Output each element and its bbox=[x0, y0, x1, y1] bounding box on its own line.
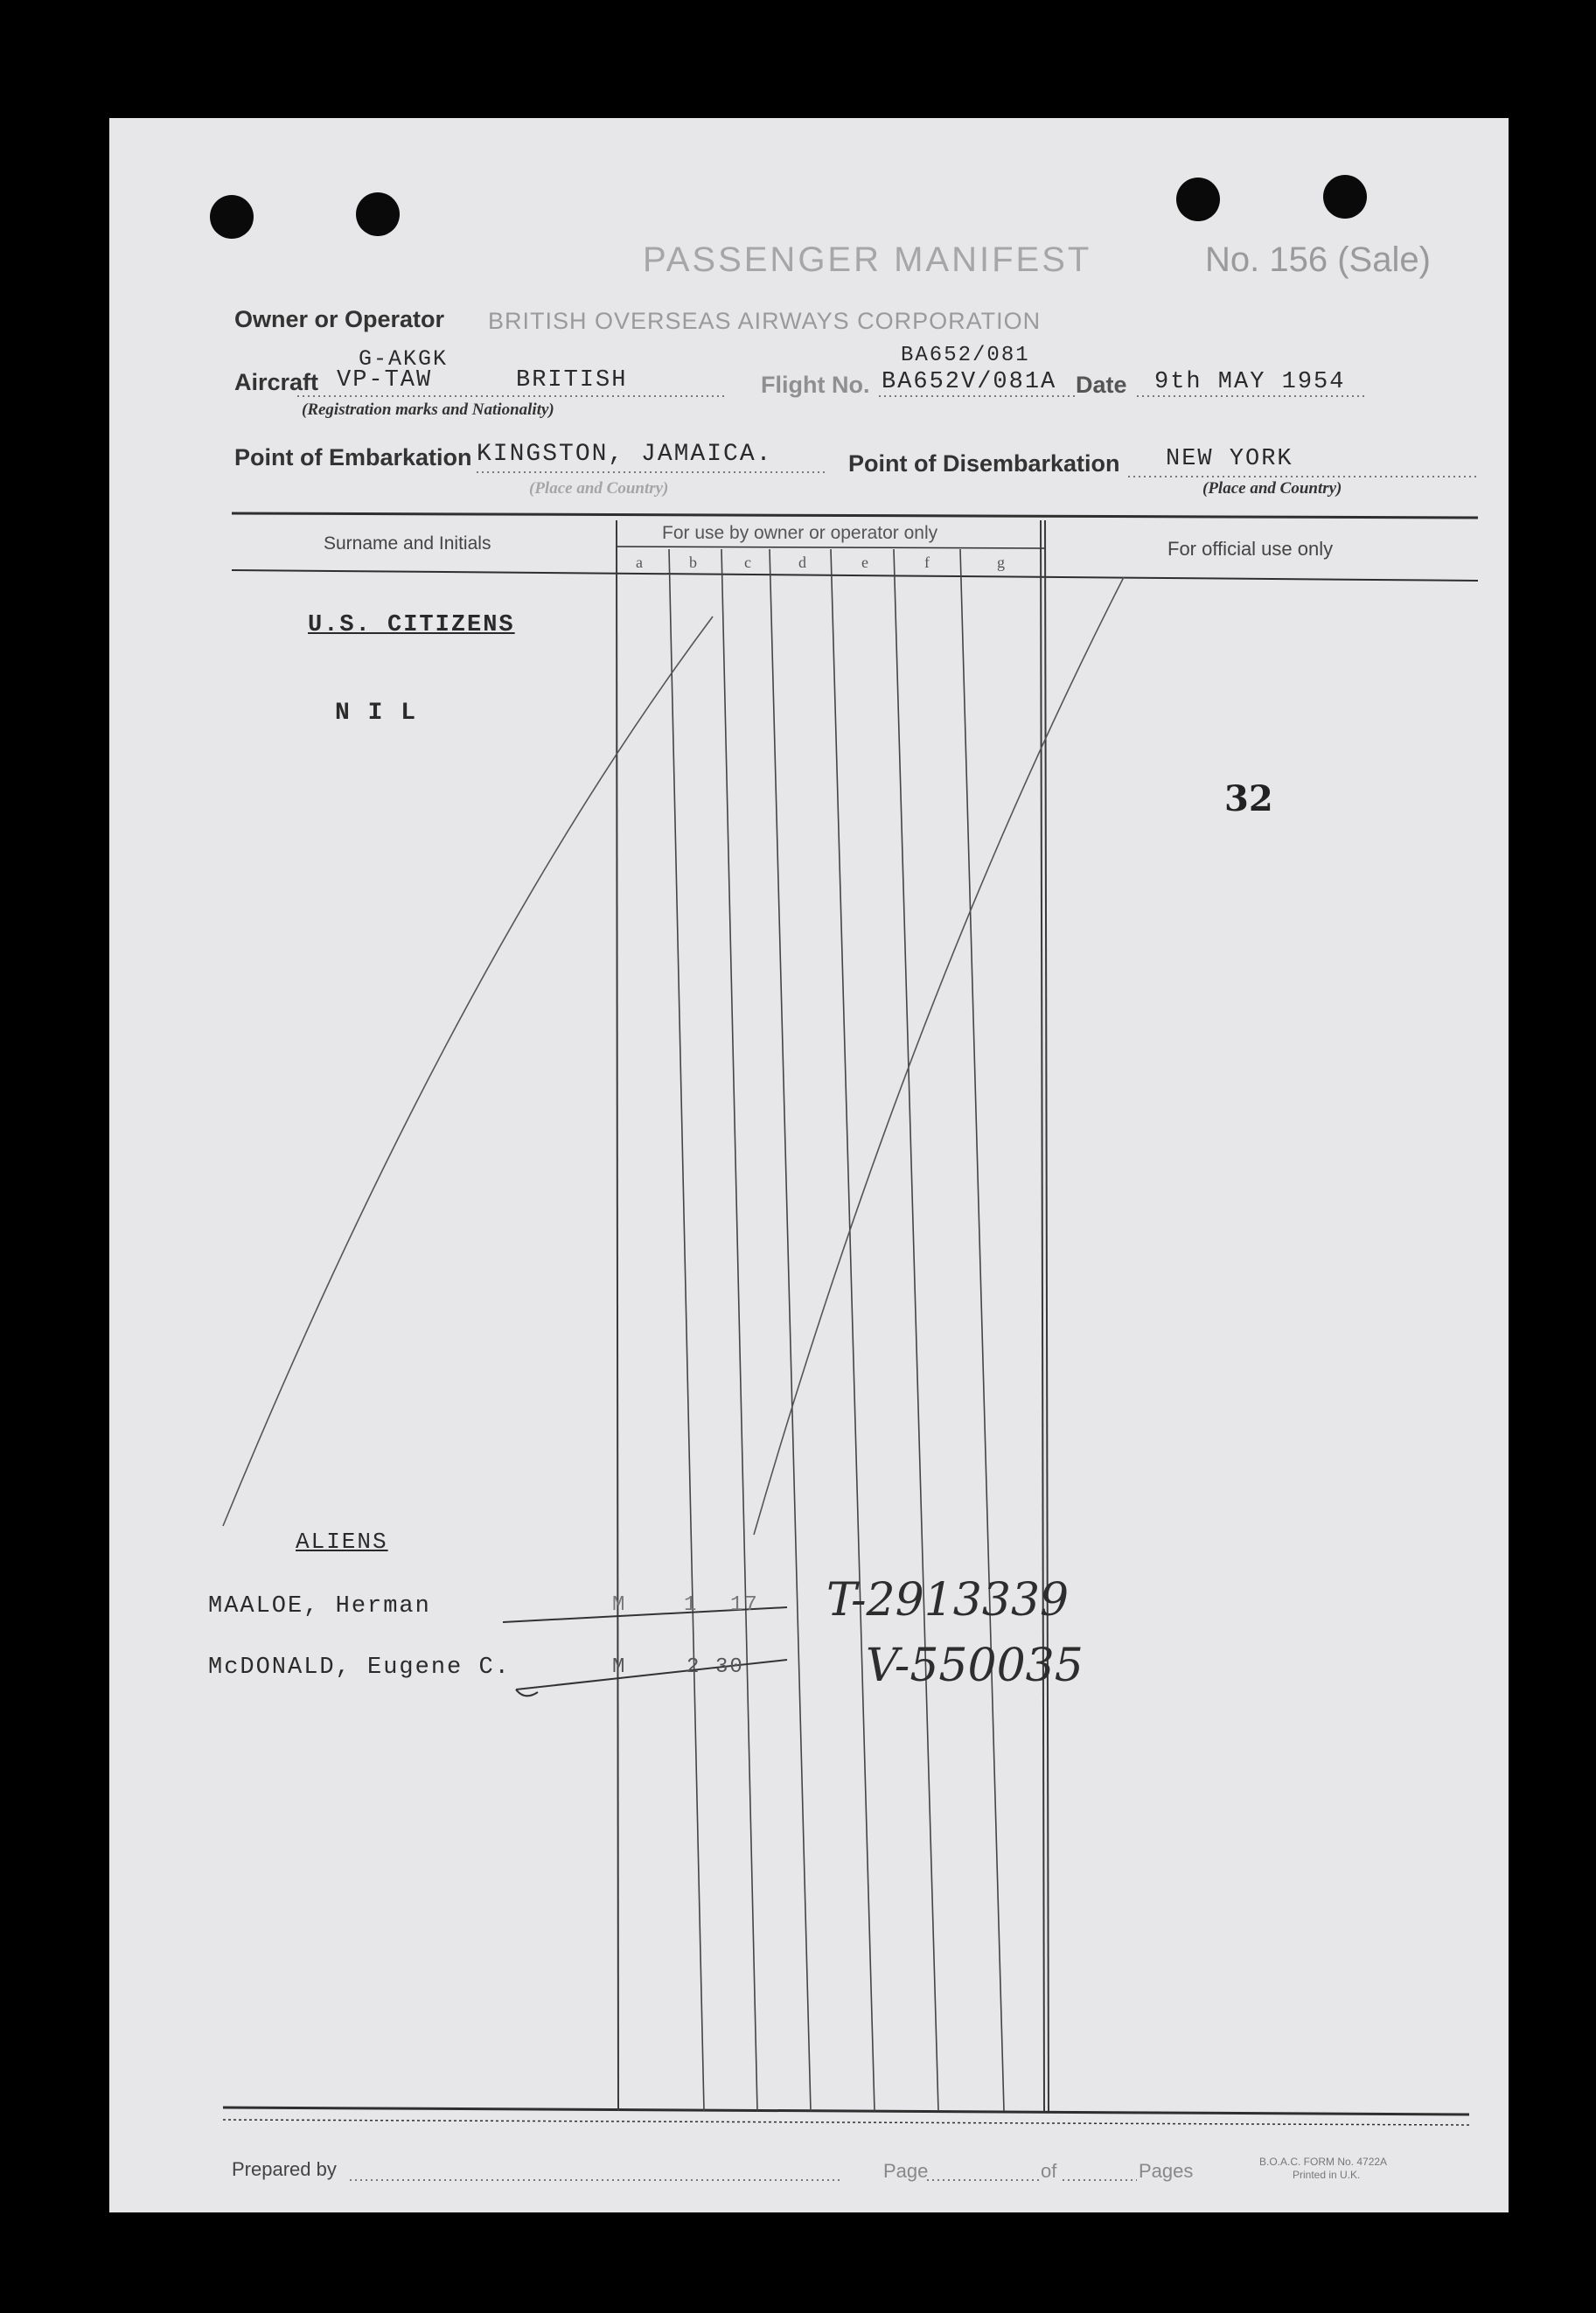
of-label: of bbox=[1041, 2160, 1057, 2182]
surname-column-header: Surname and Initials bbox=[324, 533, 491, 554]
flight-number: BA652V/081A bbox=[882, 369, 1057, 395]
official-use-column-header: For official use only bbox=[1167, 538, 1334, 560]
embarkation-value: KINGSTON, JAMAICA. bbox=[477, 441, 773, 468]
column-letter-c: c bbox=[744, 554, 751, 571]
column-letter-a: a bbox=[636, 554, 643, 571]
passenger-code: 1 bbox=[684, 1593, 699, 1617]
passenger-code: 2 bbox=[686, 1655, 701, 1679]
passenger-age: 17 bbox=[730, 1593, 759, 1617]
aliens-heading: ALIENS bbox=[296, 1529, 388, 1555]
printed-in: Printed in U.K. bbox=[1293, 2169, 1361, 2181]
owner-use-column-header: For use by owner or operator only bbox=[662, 523, 938, 543]
owner-value: BRITISH OVERSEAS AIRWAYS CORPORATION bbox=[488, 308, 1042, 334]
embarkation-label: Point of Embarkation bbox=[234, 444, 472, 470]
column-letter-g: g bbox=[997, 554, 1005, 571]
manifest-title: PASSENGER MANIFEST bbox=[643, 240, 1092, 279]
column-letter-b: b bbox=[689, 554, 697, 571]
page-label: Page bbox=[883, 2160, 929, 2182]
passenger-official-number: T-2913339 bbox=[826, 1574, 1070, 1627]
column-letter-f: f bbox=[924, 554, 930, 571]
embarkation-caption: (Place and Country) bbox=[529, 479, 669, 498]
prepared-by-label: Prepared by bbox=[232, 2158, 337, 2180]
nil-entry: N I L bbox=[335, 700, 418, 727]
disembarkation-label: Point of Disembarkation bbox=[848, 450, 1120, 477]
date-label: Date bbox=[1076, 372, 1127, 398]
owner-label: Owner or Operator bbox=[234, 306, 445, 332]
form-number: B.O.A.C. FORM No. 4722A bbox=[1259, 2156, 1388, 2168]
aircraft-registration: VP-TAW bbox=[337, 367, 433, 394]
date-value: 9th MAY 1954 bbox=[1154, 369, 1346, 395]
disembarkation-value: NEW YORK bbox=[1166, 446, 1293, 472]
passenger-age: 30 bbox=[715, 1655, 744, 1679]
us-citizens-heading: U.S. CITIZENS bbox=[308, 612, 515, 638]
passenger-official-number: V-550035 bbox=[866, 1640, 1084, 1692]
passenger-name: McDONALD, Eugene C. bbox=[208, 1655, 511, 1681]
aircraft-registration-upper: G-AKGK bbox=[359, 346, 449, 372]
column-letter-d: d bbox=[798, 554, 806, 571]
aircraft-nationality: BRITISH bbox=[516, 367, 628, 394]
passenger-name: MAALOE, Herman bbox=[208, 1593, 431, 1620]
passenger-sex: M bbox=[612, 1655, 627, 1679]
aircraft-caption: (Registration marks and Nationality) bbox=[302, 401, 554, 419]
flight-number-upper: BA652/081 bbox=[901, 344, 1030, 367]
flight-label: Flight No. bbox=[761, 372, 870, 398]
passenger-sex: M bbox=[612, 1593, 627, 1617]
pages-label: Pages bbox=[1139, 2160, 1194, 2182]
disembarkation-caption: (Place and Country) bbox=[1202, 479, 1342, 498]
aircraft-label: Aircraft bbox=[234, 369, 319, 395]
stamp-number: 32 bbox=[1224, 778, 1273, 819]
manifest-number: No. 156 (Sale) bbox=[1205, 240, 1431, 279]
column-letter-e: e bbox=[861, 554, 868, 571]
